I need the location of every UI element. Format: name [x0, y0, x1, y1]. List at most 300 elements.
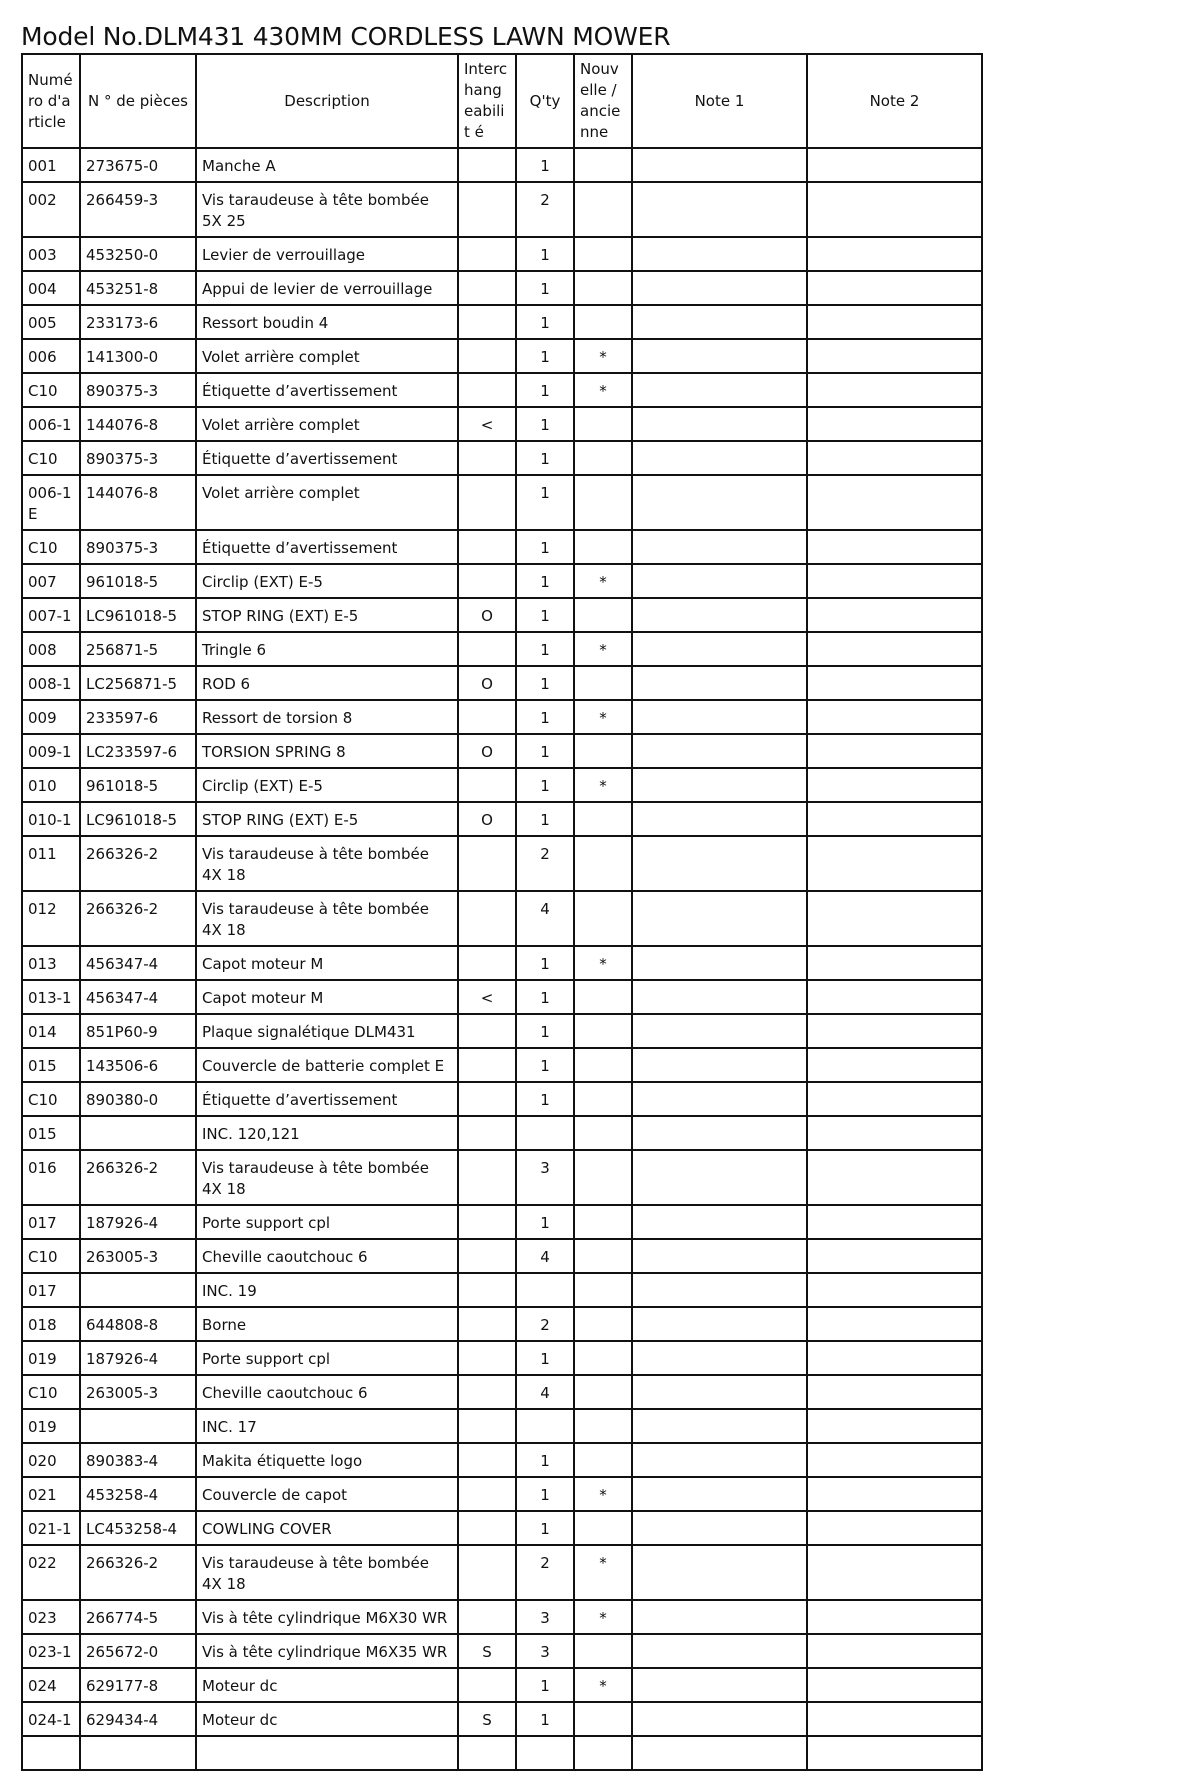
cell-part-no: 256871-5: [80, 632, 196, 666]
cell-new-old: *: [574, 632, 632, 666]
empty-cell: [574, 1736, 632, 1770]
cell-description: Makita étiquette logo: [196, 1443, 458, 1477]
cell-note-1: [632, 148, 807, 182]
table-row: [22, 1545, 982, 1600]
cell-new-old: [574, 305, 632, 339]
cell-qty: 1: [516, 1082, 574, 1116]
table-row: [22, 148, 982, 182]
cell-part-no: 144076-8: [80, 407, 196, 441]
cell-interchangeability: [458, 1239, 516, 1273]
cell-qty: 1: [516, 530, 574, 564]
cell-part-no: LC453258-4: [80, 1511, 196, 1545]
cell-interchangeability: [458, 441, 516, 475]
table-row: [22, 1341, 982, 1375]
cell-item-no: 010: [22, 768, 80, 802]
cell-note-2: [807, 1600, 982, 1634]
cell-item-no: 023: [22, 1600, 80, 1634]
cell-item-no: 013: [22, 946, 80, 980]
cell-item-no: 006-1 E: [22, 475, 80, 530]
cell-qty: 1: [516, 373, 574, 407]
cell-item-no: 014: [22, 1014, 80, 1048]
cell-item-no: C10: [22, 1082, 80, 1116]
cell-note-2: [807, 700, 982, 734]
cell-part-no: 266774-5: [80, 1600, 196, 1634]
cell-item-no: 017: [22, 1273, 80, 1307]
cell-note-1: [632, 1634, 807, 1668]
table-row: [22, 1702, 982, 1736]
cell-description: Couvercle de batterie complet E: [196, 1048, 458, 1082]
cell-note-2: [807, 1375, 982, 1409]
cell-new-old: [574, 1511, 632, 1545]
cell-note-2: [807, 734, 982, 768]
cell-description: Vis taraudeuse à tête bombée 5X 25: [196, 182, 458, 237]
cell-new-old: [574, 237, 632, 271]
table-row: [22, 1443, 982, 1477]
cell-qty: 1: [516, 734, 574, 768]
cell-note-1: [632, 1511, 807, 1545]
cell-new-old: [574, 1307, 632, 1341]
cell-note-2: [807, 1634, 982, 1668]
cell-part-no: 890380-0: [80, 1082, 196, 1116]
cell-part-no: 629177-8: [80, 1668, 196, 1702]
cell-description: COWLING COVER: [196, 1511, 458, 1545]
cell-note-1: [632, 768, 807, 802]
cell-note-1: [632, 271, 807, 305]
cell-item-no: 008: [22, 632, 80, 666]
header-new-old: Nouv elle / ancie nne: [574, 54, 632, 148]
header-note-1: Note 1: [632, 54, 807, 148]
table-row: [22, 441, 982, 475]
cell-qty: 4: [516, 891, 574, 946]
cell-qty: 1: [516, 1702, 574, 1736]
cell-interchangeability: [458, 1014, 516, 1048]
table-header-row: [22, 54, 982, 148]
table-row: [22, 564, 982, 598]
cell-new-old: [574, 836, 632, 891]
cell-note-1: [632, 1014, 807, 1048]
cell-note-2: [807, 1273, 982, 1307]
header-qty: Q'ty: [516, 54, 574, 148]
table-row: [22, 1511, 982, 1545]
cell-qty: 1: [516, 980, 574, 1014]
cell-qty: 1: [516, 768, 574, 802]
cell-note-1: [632, 530, 807, 564]
cell-new-old: [574, 475, 632, 530]
cell-note-2: [807, 373, 982, 407]
cell-part-no: 453258-4: [80, 1477, 196, 1511]
cell-qty: 1: [516, 1014, 574, 1048]
cell-description: Étiquette d’avertissement: [196, 530, 458, 564]
cell-note-2: [807, 148, 982, 182]
cell-description: Borne: [196, 1307, 458, 1341]
cell-item-no: C10: [22, 441, 80, 475]
cell-interchangeability: [458, 237, 516, 271]
cell-description: Plaque signalétique DLM431: [196, 1014, 458, 1048]
cell-new-old: *: [574, 700, 632, 734]
table-row: [22, 1668, 982, 1702]
cell-note-1: [632, 237, 807, 271]
cell-item-no: 023-1: [22, 1634, 80, 1668]
cell-new-old: [574, 1082, 632, 1116]
cell-interchangeability: O: [458, 598, 516, 632]
cell-item-no: 021-1: [22, 1511, 80, 1545]
cell-part-no: 273675-0: [80, 148, 196, 182]
empty-cell: [22, 1736, 80, 1770]
cell-note-1: [632, 980, 807, 1014]
cell-interchangeability: [458, 1307, 516, 1341]
table-row: [22, 598, 982, 632]
cell-qty: [516, 1409, 574, 1443]
table-row: [22, 802, 982, 836]
table-row-cut-off: [22, 1736, 982, 1770]
cell-description: Vis à tête cylindrique M6X35 WR: [196, 1634, 458, 1668]
cell-note-1: [632, 1477, 807, 1511]
cell-new-old: *: [574, 1545, 632, 1600]
cell-new-old: [574, 980, 632, 1014]
table-row: [22, 237, 982, 271]
cell-note-1: [632, 1205, 807, 1239]
cell-interchangeability: [458, 1082, 516, 1116]
cell-interchangeability: <: [458, 980, 516, 1014]
cell-part-no: 266459-3: [80, 182, 196, 237]
cell-note-2: [807, 1443, 982, 1477]
cell-qty: 1: [516, 666, 574, 700]
table-row: [22, 700, 982, 734]
cell-new-old: *: [574, 1600, 632, 1634]
cell-description: Appui de levier de verrouillage: [196, 271, 458, 305]
cell-note-1: [632, 802, 807, 836]
table-row: [22, 1375, 982, 1409]
cell-description: Vis taraudeuse à tête bombée 4X 18: [196, 1150, 458, 1205]
cell-part-no: 890383-4: [80, 1443, 196, 1477]
cell-item-no: 019: [22, 1341, 80, 1375]
cell-note-1: [632, 475, 807, 530]
cell-item-no: 022: [22, 1545, 80, 1600]
cell-qty: 1: [516, 441, 574, 475]
cell-qty: 1: [516, 407, 574, 441]
table-row: [22, 1150, 982, 1205]
cell-new-old: [574, 1205, 632, 1239]
cell-note-1: [632, 339, 807, 373]
table-row: [22, 734, 982, 768]
cell-new-old: [574, 271, 632, 305]
cell-note-1: [632, 1600, 807, 1634]
cell-new-old: [574, 598, 632, 632]
table-row: [22, 475, 982, 530]
cell-description: Porte support cpl: [196, 1341, 458, 1375]
cell-interchangeability: [458, 271, 516, 305]
cell-new-old: [574, 1150, 632, 1205]
cell-item-no: 019: [22, 1409, 80, 1443]
cell-note-2: [807, 475, 982, 530]
cell-description: STOP RING (EXT) E-5: [196, 598, 458, 632]
cell-interchangeability: [458, 339, 516, 373]
cell-note-1: [632, 1116, 807, 1150]
cell-note-1: [632, 836, 807, 891]
cell-qty: 1: [516, 632, 574, 666]
cell-description: Ressort boudin 4: [196, 305, 458, 339]
cell-interchangeability: [458, 373, 516, 407]
cell-item-no: 016: [22, 1150, 80, 1205]
cell-qty: [516, 1273, 574, 1307]
table-row: [22, 1048, 982, 1082]
table-row: [22, 530, 982, 564]
header-item-no: Numé ro d'a rticle: [22, 54, 80, 148]
cell-new-old: [574, 182, 632, 237]
cell-note-1: [632, 1341, 807, 1375]
table-row: [22, 1600, 982, 1634]
cell-item-no: 013-1: [22, 980, 80, 1014]
cell-interchangeability: [458, 632, 516, 666]
table-row: [22, 1205, 982, 1239]
cell-item-no: 008-1: [22, 666, 80, 700]
cell-qty: 4: [516, 1375, 574, 1409]
cell-interchangeability: O: [458, 802, 516, 836]
cell-note-1: [632, 598, 807, 632]
cell-note-2: [807, 891, 982, 946]
cell-interchangeability: [458, 1205, 516, 1239]
cell-part-no: 644808-8: [80, 1307, 196, 1341]
cell-note-1: [632, 373, 807, 407]
cell-part-no: 144076-8: [80, 475, 196, 530]
cell-new-old: *: [574, 373, 632, 407]
cell-description: Porte support cpl: [196, 1205, 458, 1239]
table-row: [22, 1273, 982, 1307]
cell-new-old: [574, 1273, 632, 1307]
cell-interchangeability: [458, 768, 516, 802]
cell-item-no: 005: [22, 305, 80, 339]
cell-qty: 1: [516, 700, 574, 734]
cell-description: Vis taraudeuse à tête bombée 4X 18: [196, 1545, 458, 1600]
cell-interchangeability: [458, 700, 516, 734]
cell-item-no: C10: [22, 1375, 80, 1409]
cell-note-2: [807, 666, 982, 700]
cell-new-old: *: [574, 564, 632, 598]
cell-note-1: [632, 1239, 807, 1273]
cell-note-1: [632, 407, 807, 441]
cell-new-old: [574, 891, 632, 946]
cell-description: Étiquette d’avertissement: [196, 373, 458, 407]
cell-qty: 1: [516, 339, 574, 373]
cell-part-no: LC961018-5: [80, 598, 196, 632]
empty-cell: [632, 1736, 807, 1770]
empty-cell: [807, 1736, 982, 1770]
cell-interchangeability: [458, 1668, 516, 1702]
cell-new-old: [574, 1409, 632, 1443]
cell-note-1: [632, 182, 807, 237]
cell-note-1: [632, 1443, 807, 1477]
cell-part-no: 456347-4: [80, 980, 196, 1014]
cell-interchangeability: [458, 1477, 516, 1511]
cell-new-old: [574, 1375, 632, 1409]
cell-part-no: 143506-6: [80, 1048, 196, 1082]
cell-description: Levier de verrouillage: [196, 237, 458, 271]
cell-new-old: *: [574, 339, 632, 373]
cell-interchangeability: [458, 148, 516, 182]
cell-interchangeability: [458, 564, 516, 598]
cell-description: Ressort de torsion 8: [196, 700, 458, 734]
table-row: [22, 946, 982, 980]
cell-part-no: 961018-5: [80, 564, 196, 598]
table-row: [22, 1634, 982, 1668]
cell-interchangeability: [458, 1048, 516, 1082]
cell-new-old: [574, 148, 632, 182]
header-part-no: N ° de pièces: [80, 54, 196, 148]
cell-interchangeability: [458, 1600, 516, 1634]
cell-item-no: 021: [22, 1477, 80, 1511]
cell-interchangeability: S: [458, 1634, 516, 1668]
cell-interchangeability: [458, 475, 516, 530]
header-interchangeability: Interc hang eabilit é: [458, 54, 516, 148]
cell-qty: 1: [516, 1477, 574, 1511]
cell-interchangeability: O: [458, 734, 516, 768]
page-title: Model No.DLM431 430MM CORDLESS LAWN MOWER: [21, 22, 671, 51]
cell-item-no: 007: [22, 564, 80, 598]
cell-note-2: [807, 1239, 982, 1273]
cell-part-no: 233597-6: [80, 700, 196, 734]
cell-description: Couvercle de capot: [196, 1477, 458, 1511]
cell-description: Capot moteur M: [196, 946, 458, 980]
cell-note-2: [807, 1668, 982, 1702]
cell-note-2: [807, 768, 982, 802]
cell-interchangeability: [458, 946, 516, 980]
cell-interchangeability: [458, 305, 516, 339]
cell-interchangeability: [458, 1273, 516, 1307]
cell-part-no: 187926-4: [80, 1341, 196, 1375]
cell-qty: 1: [516, 946, 574, 980]
cell-qty: 1: [516, 1205, 574, 1239]
cell-part-no: 453250-0: [80, 237, 196, 271]
table-row: [22, 891, 982, 946]
cell-new-old: [574, 1341, 632, 1375]
cell-new-old: [574, 1702, 632, 1736]
cell-note-1: [632, 946, 807, 980]
cell-qty: 3: [516, 1600, 574, 1634]
cell-new-old: [574, 1048, 632, 1082]
cell-part-no: 263005-3: [80, 1239, 196, 1273]
cell-description: Capot moteur M: [196, 980, 458, 1014]
cell-note-2: [807, 1116, 982, 1150]
cell-item-no: C10: [22, 530, 80, 564]
cell-note-2: [807, 237, 982, 271]
cell-item-no: 007-1: [22, 598, 80, 632]
cell-note-2: [807, 564, 982, 598]
cell-note-1: [632, 666, 807, 700]
cell-new-old: [574, 1014, 632, 1048]
cell-part-no: 266326-2: [80, 891, 196, 946]
cell-note-2: [807, 1545, 982, 1600]
empty-cell: [458, 1736, 516, 1770]
cell-item-no: C10: [22, 1239, 80, 1273]
cell-note-1: [632, 1273, 807, 1307]
cell-item-no: 009-1: [22, 734, 80, 768]
cell-note-2: [807, 598, 982, 632]
parts-table: [21, 53, 983, 1771]
table-row: [22, 1239, 982, 1273]
cell-note-1: [632, 700, 807, 734]
cell-note-1: [632, 1702, 807, 1736]
cell-note-1: [632, 1307, 807, 1341]
cell-interchangeability: O: [458, 666, 516, 700]
cell-note-1: [632, 891, 807, 946]
cell-qty: 1: [516, 802, 574, 836]
cell-part-no: 961018-5: [80, 768, 196, 802]
cell-note-2: [807, 1341, 982, 1375]
cell-description: Tringle 6: [196, 632, 458, 666]
table-row: [22, 1116, 982, 1150]
cell-interchangeability: [458, 1341, 516, 1375]
cell-part-no: 233173-6: [80, 305, 196, 339]
cell-note-2: [807, 1048, 982, 1082]
cell-part-no: 890375-3: [80, 530, 196, 564]
cell-new-old: *: [574, 768, 632, 802]
cell-part-no: 890375-3: [80, 373, 196, 407]
cell-note-1: [632, 1375, 807, 1409]
cell-note-1: [632, 305, 807, 339]
header-description: Description: [196, 54, 458, 148]
cell-qty: 1: [516, 1443, 574, 1477]
cell-item-no: 017: [22, 1205, 80, 1239]
cell-part-no: 890375-3: [80, 441, 196, 475]
empty-cell: [196, 1736, 458, 1770]
cell-interchangeability: [458, 1116, 516, 1150]
cell-interchangeability: [458, 1150, 516, 1205]
cell-qty: 1: [516, 271, 574, 305]
cell-new-old: [574, 666, 632, 700]
cell-qty: 2: [516, 836, 574, 891]
table-row: [22, 339, 982, 373]
cell-part-no: 266326-2: [80, 1150, 196, 1205]
cell-description: INC. 17: [196, 1409, 458, 1443]
cell-item-no: 006-1: [22, 407, 80, 441]
cell-description: Étiquette d’avertissement: [196, 441, 458, 475]
cell-note-1: [632, 441, 807, 475]
cell-description: Volet arrière complet: [196, 339, 458, 373]
cell-qty: 1: [516, 1511, 574, 1545]
cell-interchangeability: S: [458, 1702, 516, 1736]
cell-qty: [516, 1116, 574, 1150]
cell-interchangeability: [458, 182, 516, 237]
cell-note-2: [807, 632, 982, 666]
cell-qty: 1: [516, 564, 574, 598]
cell-item-no: 004: [22, 271, 80, 305]
cell-part-no: [80, 1409, 196, 1443]
cell-description: TORSION SPRING 8: [196, 734, 458, 768]
cell-part-no: LC256871-5: [80, 666, 196, 700]
cell-new-old: [574, 802, 632, 836]
cell-note-2: [807, 441, 982, 475]
empty-cell: [516, 1736, 574, 1770]
cell-item-no: C10: [22, 373, 80, 407]
table-row: [22, 271, 982, 305]
cell-note-2: [807, 980, 982, 1014]
table-row: [22, 666, 982, 700]
cell-note-2: [807, 1082, 982, 1116]
cell-note-1: [632, 734, 807, 768]
cell-item-no: 002: [22, 182, 80, 237]
cell-note-2: [807, 1477, 982, 1511]
cell-item-no: 020: [22, 1443, 80, 1477]
cell-part-no: 263005-3: [80, 1375, 196, 1409]
cell-part-no: [80, 1273, 196, 1307]
cell-new-old: [574, 407, 632, 441]
cell-part-no: 456347-4: [80, 946, 196, 980]
table-row: [22, 632, 982, 666]
cell-part-no: 453251-8: [80, 271, 196, 305]
cell-note-1: [632, 1150, 807, 1205]
cell-item-no: 024-1: [22, 1702, 80, 1736]
cell-note-2: [807, 802, 982, 836]
